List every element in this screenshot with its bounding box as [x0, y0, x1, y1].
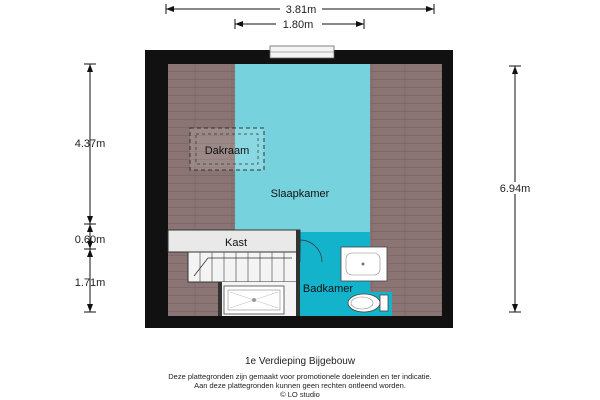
- copyright: © LO studio: [280, 390, 320, 399]
- skylight-label: Dakraam: [204, 145, 250, 157]
- bath-wall: [296, 230, 300, 316]
- bathroom-label: Badkamer: [302, 283, 354, 295]
- stair-area: [188, 252, 298, 282]
- inner-width-label: 1.80m: [282, 19, 314, 31]
- total-width-label: 3.81m: [285, 4, 317, 16]
- bedroom-label: Slaapkamer: [270, 188, 330, 200]
- total-height-label: 6.94m: [499, 183, 531, 195]
- disclaimer-line-2: Aan deze plattegronden kunnen geen rechten ontleend worden.: [194, 381, 406, 390]
- dimension-left-chain: [84, 64, 96, 312]
- height-upper-label: 4.37m: [74, 138, 106, 150]
- toilet: [348, 294, 388, 312]
- disclaimer-line-1: Deze plattegronden zijn gemaakt voor promotionele doeleinden en ter indicatie.: [168, 372, 432, 381]
- closet-label: Kast: [224, 237, 248, 249]
- height-lower-label: 1.71m: [74, 277, 106, 289]
- bath-wall-bottom: [218, 282, 222, 316]
- height-middle-label: 0.60m: [74, 234, 106, 246]
- plan-title: 1e Verdieping Bijgebouw: [244, 356, 356, 367]
